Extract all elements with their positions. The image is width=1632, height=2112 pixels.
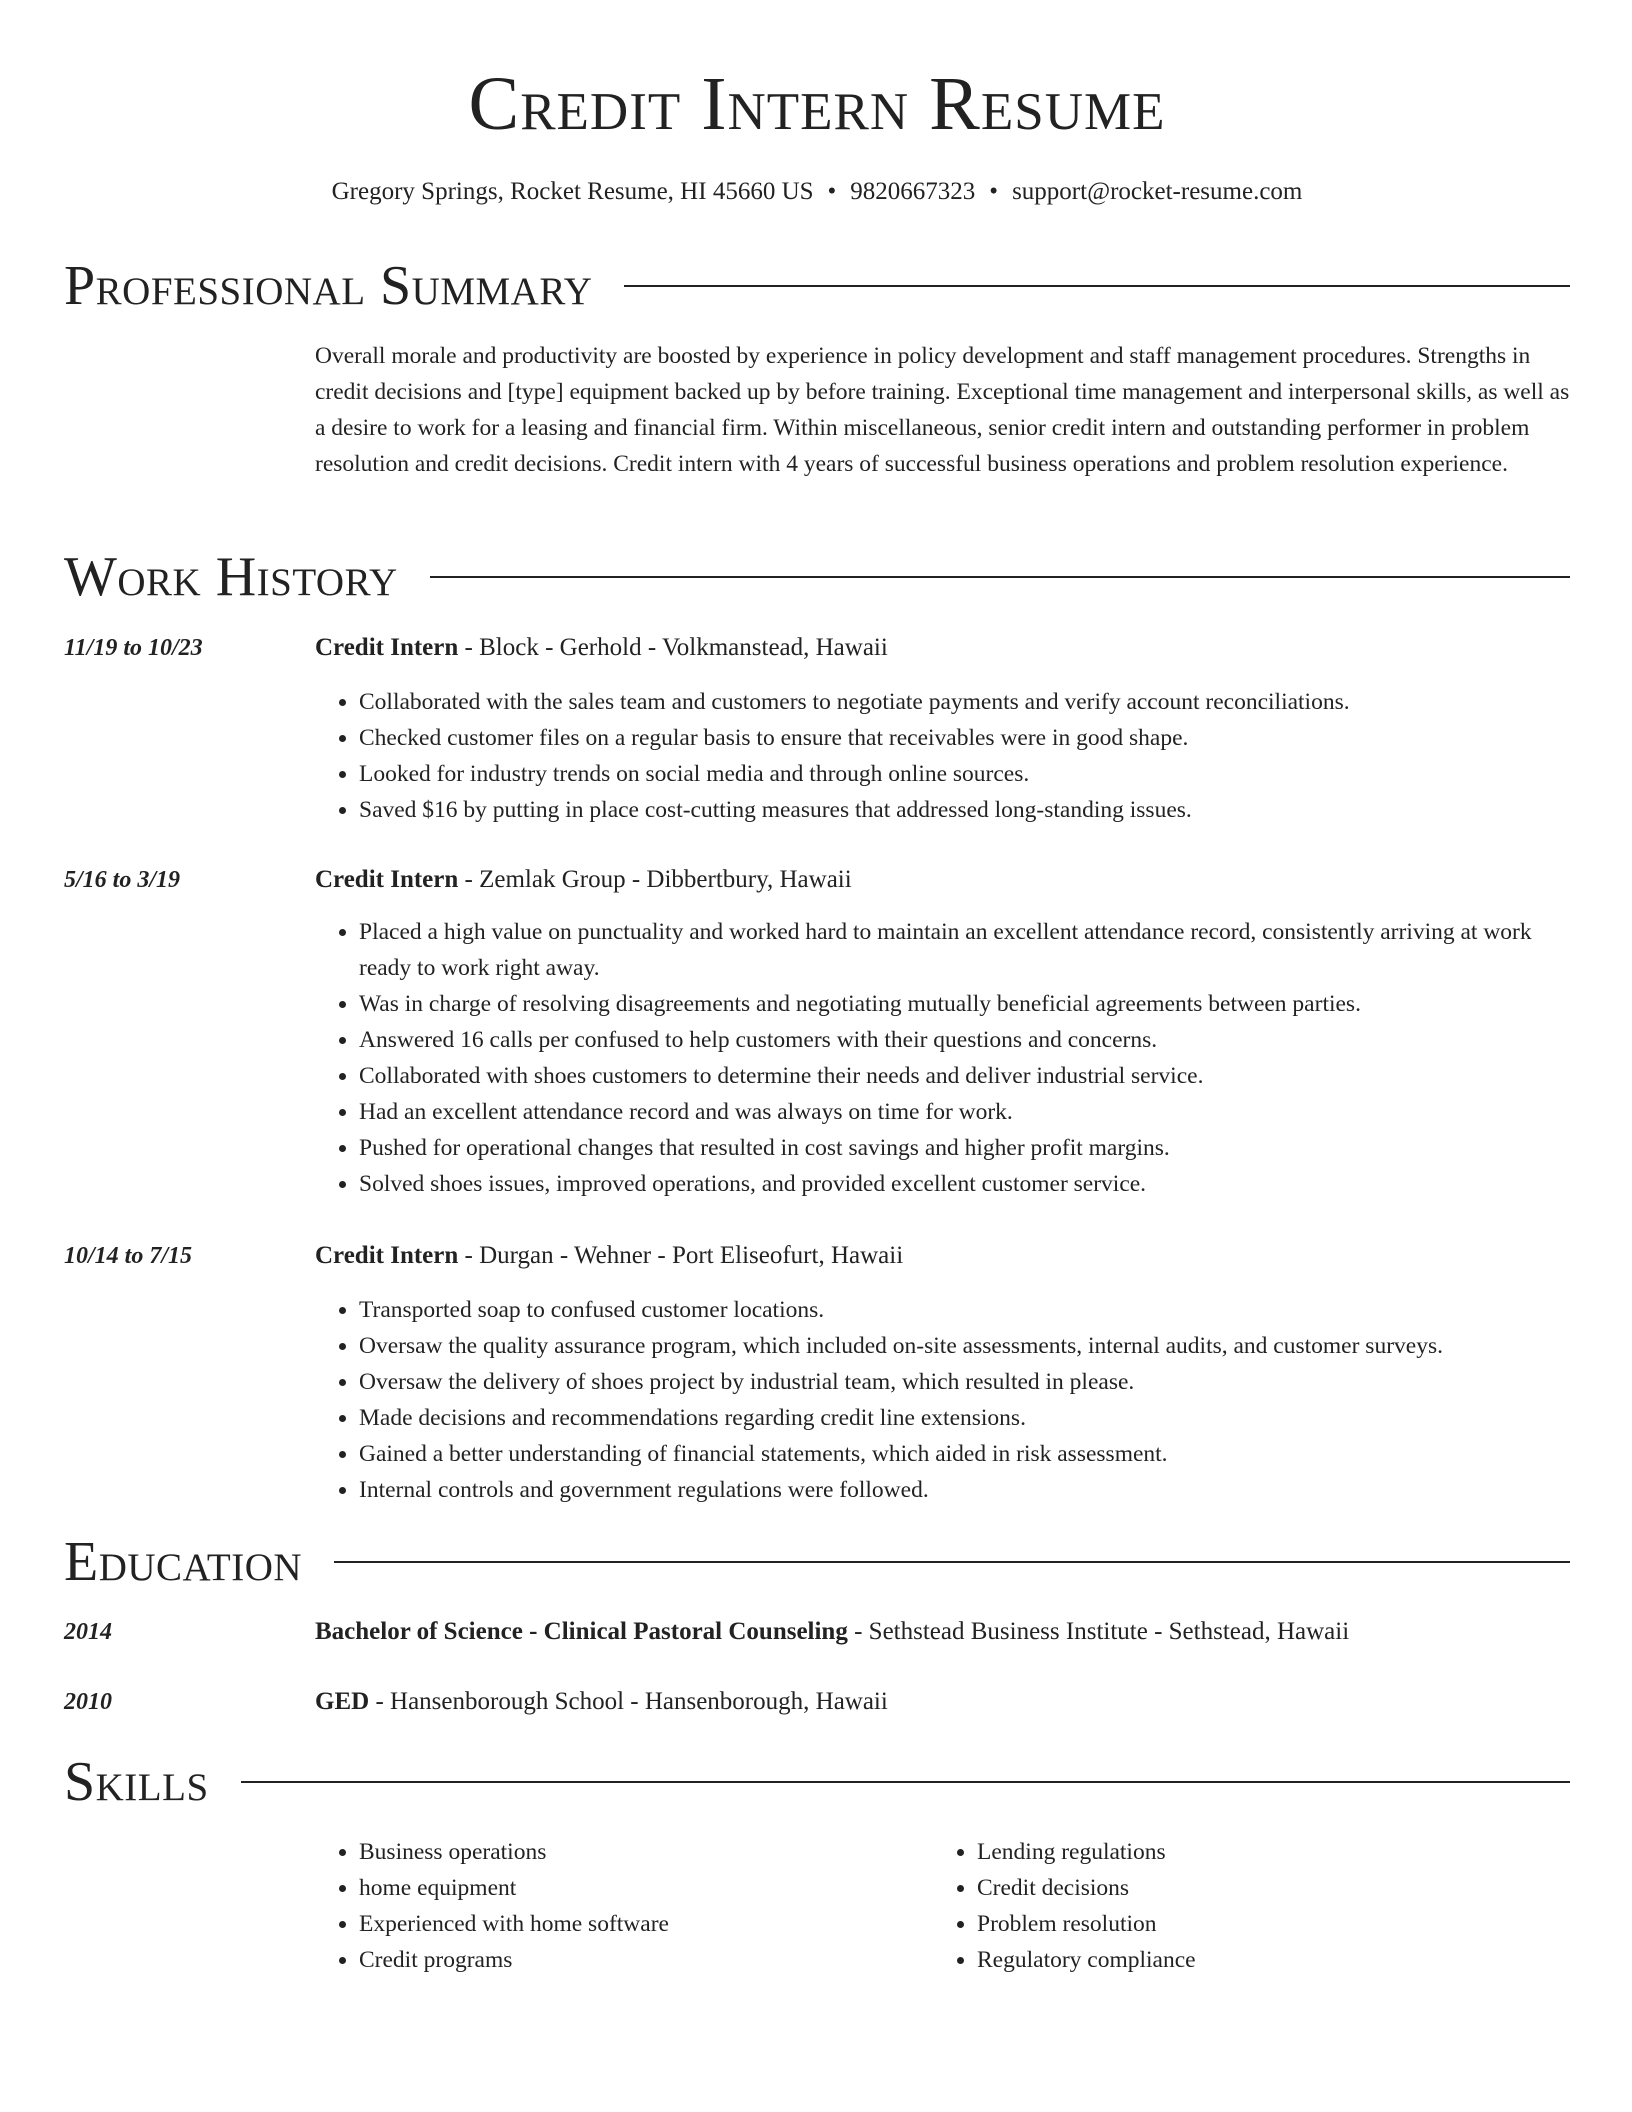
list-item: • Oversaw the delivery of shoes project by industrial team, which resulted in please. <box>359 1364 1570 1400</box>
job-bullets <box>315 914 1570 1202</box>
section-divider <box>241 1781 1570 1783</box>
skill-item: • Business operations <box>359 1834 919 1870</box>
skill-item: • Experienced with home software <box>359 1906 919 1942</box>
summary-text: Overall morale and productivity are boosted by experience in policy development and staff management procedures. Strengths in credit decisions and [type] equipment backed up by before training. Exceptional time management and interpersonal skills, as well as a desire to work for a leasing and financial firm. Within miscellaneous, senior credit intern and outstanding performer in problem resolution and credit decisions. Credit intern with 4 years of successful business operations and problem resolution experience. <box>315 343 1570 477</box>
education-year: 2014 <box>64 1619 112 1645</box>
list-item: • Solved shoes issues, improved operations, and provided excellent customer service. <box>359 1166 1570 1202</box>
list-item: • Transported soap to confused customer locations. <box>359 1292 1570 1328</box>
job-dates: 11/19 to 10/23 <box>64 635 203 661</box>
job-title: Credit Intern <box>315 634 459 661</box>
skills-list-right <box>933 1834 1537 1978</box>
address: Gregory Springs, Rocket Resume, HI 45660 US <box>331 178 814 205</box>
section-divider <box>430 576 1570 578</box>
list-item: • Had an excellent attendance record and was always on time for work. <box>359 1094 1570 1130</box>
skill-item: • Problem resolution <box>977 1906 1537 1942</box>
section-header-education <box>64 1530 1570 1594</box>
degree: GED <box>315 1688 370 1715</box>
list-item: • Internal controls and government regulations were followed. <box>359 1472 1570 1508</box>
school-details: - Hansenborough School - Hansenborough, Hawaii <box>369 1688 888 1715</box>
job-details: - Zemlak Group - Dibbertbury, Hawaii <box>458 866 852 893</box>
job-bullets <box>315 684 1570 828</box>
separator: • <box>827 178 837 205</box>
school-details: - Sethstead Business Institute - Sethstead, Hawaii <box>847 1618 1350 1645</box>
skills-list-left <box>315 1834 919 1978</box>
list-item: • Answered 16 calls per confused to help customers with their questions and concerns. <box>359 1022 1570 1058</box>
job-title: Credit Intern <box>315 1242 459 1269</box>
job-dates: 5/16 to 3/19 <box>64 867 181 893</box>
list-item: • Placed a high value on punctuality and worked hard to maintain an excellent attendance record, consistently arriving at work ready to work right away. <box>359 914 1570 986</box>
job-heading <box>315 862 1570 898</box>
section-divider <box>334 1561 1570 1563</box>
job-dates: 10/14 to 7/15 <box>64 1243 193 1269</box>
education-entry <box>315 1684 1570 1720</box>
contact-line <box>64 176 1570 208</box>
job-details: - Durgan - Wehner - Port Eliseofurt, Hawaii <box>458 1242 904 1269</box>
section-title: Skills <box>64 1751 209 1813</box>
skill-item: • home equipment <box>359 1870 919 1906</box>
section-header-work <box>64 545 1570 609</box>
resume-page <box>64 0 1570 1973</box>
job-heading <box>315 1238 1570 1274</box>
job-bullets <box>315 1292 1570 1508</box>
section-title: Work History <box>64 546 398 608</box>
resume-title: Credit Intern Resume <box>468 62 1166 146</box>
skill-item: • Credit programs <box>359 1942 919 1978</box>
list-item: • Pushed for operational changes that resulted in cost savings and higher profit margins. <box>359 1130 1570 1166</box>
degree: Bachelor of Science - Clinical Pastoral Counseling <box>315 1618 848 1645</box>
skill-item: • Lending regulations <box>977 1834 1537 1870</box>
list-item: • Gained a better understanding of financial statements, which aided in risk assessment. <box>359 1436 1570 1472</box>
education-entry <box>315 1614 1570 1650</box>
job-title: Credit Intern <box>315 866 459 893</box>
email: support@rocket-resume.com <box>1012 178 1303 205</box>
list-item: • Checked customer files on a regular basis to ensure that receivables were in good shape. <box>359 720 1570 756</box>
list-item: • Collaborated with shoes customers to determine their needs and deliver industrial service. <box>359 1058 1570 1094</box>
list-item: • Looked for industry trends on social media and through online sources. <box>359 756 1570 792</box>
list-item: • Oversaw the quality assurance program, which included on-site assessments, internal audits, and customer surveys. <box>359 1328 1570 1364</box>
section-header-skills <box>64 1750 1570 1814</box>
separator: • <box>989 178 999 205</box>
job-heading <box>315 630 1570 666</box>
list-item: • Saved $16 by putting in place cost-cutting measures that addressed long-standing issues. <box>359 792 1570 828</box>
job-details: - Block - Gerhold - Volkmanstead, Hawaii <box>458 634 888 661</box>
skill-item: • Regulatory compliance <box>977 1942 1537 1978</box>
list-item: • Collaborated with the sales team and customers to negotiate payments and verify account reconciliations. <box>359 684 1570 720</box>
section-title: Professional Summary <box>64 255 593 317</box>
section-divider <box>624 285 1570 287</box>
list-item: • Made decisions and recommendations regarding credit line extensions. <box>359 1400 1570 1436</box>
list-item: • Was in charge of resolving disagreements and negotiating mutually beneficial agreements between parties. <box>359 986 1570 1022</box>
skill-item: • Credit decisions <box>977 1870 1537 1906</box>
section-header-summary <box>64 254 1570 318</box>
phone: 9820667323 <box>850 178 976 205</box>
education-year: 2010 <box>64 1689 112 1715</box>
section-title: Education <box>64 1531 303 1593</box>
